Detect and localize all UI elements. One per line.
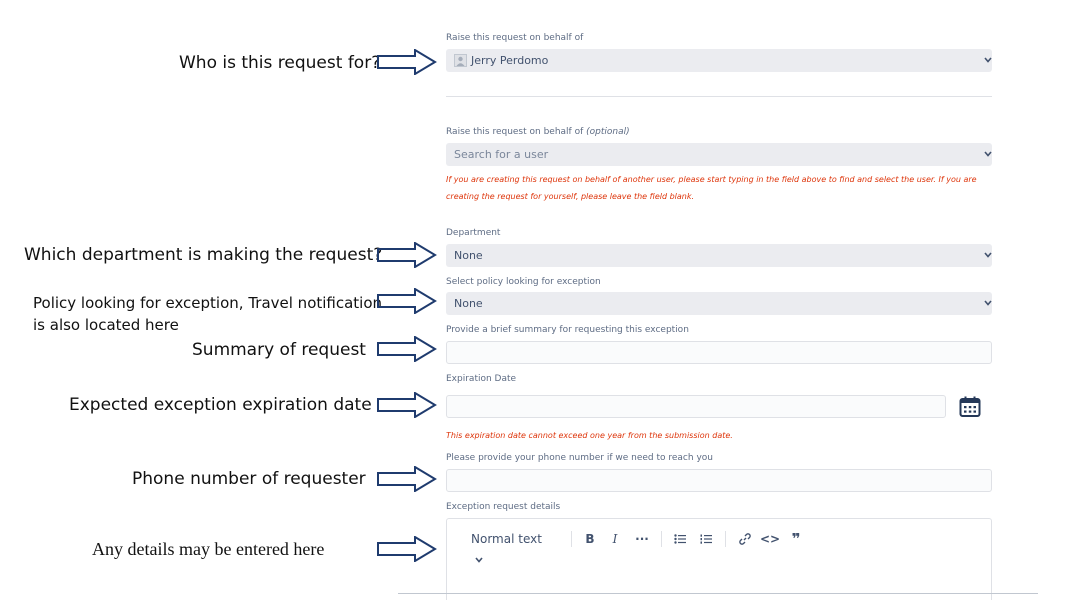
policy-value: None (454, 297, 483, 310)
bottom-divider (398, 593, 1038, 594)
policy-label: Select policy looking for exception (446, 277, 601, 287)
annotation-summary: Summary of request (192, 340, 366, 360)
details-label: Exception request details (446, 502, 561, 512)
expiration-date-input[interactable] (446, 395, 946, 418)
link-icon[interactable] (736, 529, 754, 549)
annotation-who: Who is this request for? (179, 53, 381, 73)
calendar-icon[interactable] (958, 395, 982, 419)
text-style-label: Normal text (471, 532, 542, 546)
department-value: None (454, 249, 483, 262)
bold-button[interactable]: B (585, 532, 595, 546)
arrow-right-icon (377, 536, 437, 562)
arrow-right-icon (377, 466, 437, 492)
more-formatting-button[interactable]: ··· (635, 532, 649, 546)
on-behalf-optional-label (446, 127, 630, 137)
on-behalf-label: Raise this request on behalf of (446, 33, 584, 43)
expiration-help-text: This expiration date cannot exceed one year from the submission date. (446, 431, 733, 440)
user-search-placeholder: Search for a user (454, 148, 549, 161)
phone-input[interactable] (446, 469, 992, 492)
department-select[interactable] (446, 244, 992, 267)
department-label: Department (446, 228, 501, 238)
annotation-details: Any details may be entered here (92, 539, 325, 559)
details-editor[interactable] (446, 518, 992, 600)
toolbar-separator (571, 531, 572, 547)
arrow-right-icon (377, 288, 437, 314)
on-behalf-select[interactable] (446, 49, 992, 72)
expiration-label: Expiration Date (446, 374, 517, 384)
annotation-policy (33, 292, 382, 336)
summary-label: Provide a brief summary for requesting this exception (446, 325, 689, 335)
annotation-phone: Phone number of requester (132, 469, 366, 489)
on-behalf-value: Jerry Perdomo (471, 54, 549, 67)
code-button[interactable]: <> (760, 532, 781, 546)
arrow-right-icon (377, 336, 437, 362)
editor-toolbar (447, 529, 991, 549)
annotation-policy-line1: Policy looking for exception, Travel notification (33, 294, 383, 312)
summary-input[interactable] (446, 341, 992, 364)
on-behalf-help-text: If you are creating this request on behalf of another user, please start typing in the field above to find and select the user. If you are creating the request for yourself, please leave the field blank. (446, 175, 977, 201)
annotation-policy-line2: is also located here (33, 316, 179, 334)
toolbar-separator (725, 531, 726, 547)
section-divider (446, 96, 992, 97)
arrow-right-icon (377, 49, 437, 75)
chevron-down-icon (475, 557, 483, 563)
text-style-dropdown[interactable] (471, 529, 551, 549)
user-search-select[interactable] (446, 143, 992, 166)
annotation-department: Which department is making the request? (24, 245, 383, 265)
numbered-list-icon[interactable] (697, 529, 715, 549)
toolbar-separator (661, 531, 662, 547)
arrow-right-icon (377, 242, 437, 268)
bullet-list-icon[interactable] (671, 529, 689, 549)
annotation-expiration: Expected exception expiration date (69, 395, 372, 415)
italic-button[interactable]: I (612, 532, 618, 546)
user-avatar-icon (454, 54, 467, 67)
optional-tag: (optional) (586, 127, 630, 137)
policy-select[interactable] (446, 292, 992, 315)
arrow-right-icon (377, 392, 437, 418)
on-behalf-optional-label-text: Raise this request on behalf of (446, 127, 584, 137)
phone-label: Please provide your phone number if we need to reach you (446, 453, 713, 463)
quote-button[interactable]: ❞ (791, 530, 801, 548)
